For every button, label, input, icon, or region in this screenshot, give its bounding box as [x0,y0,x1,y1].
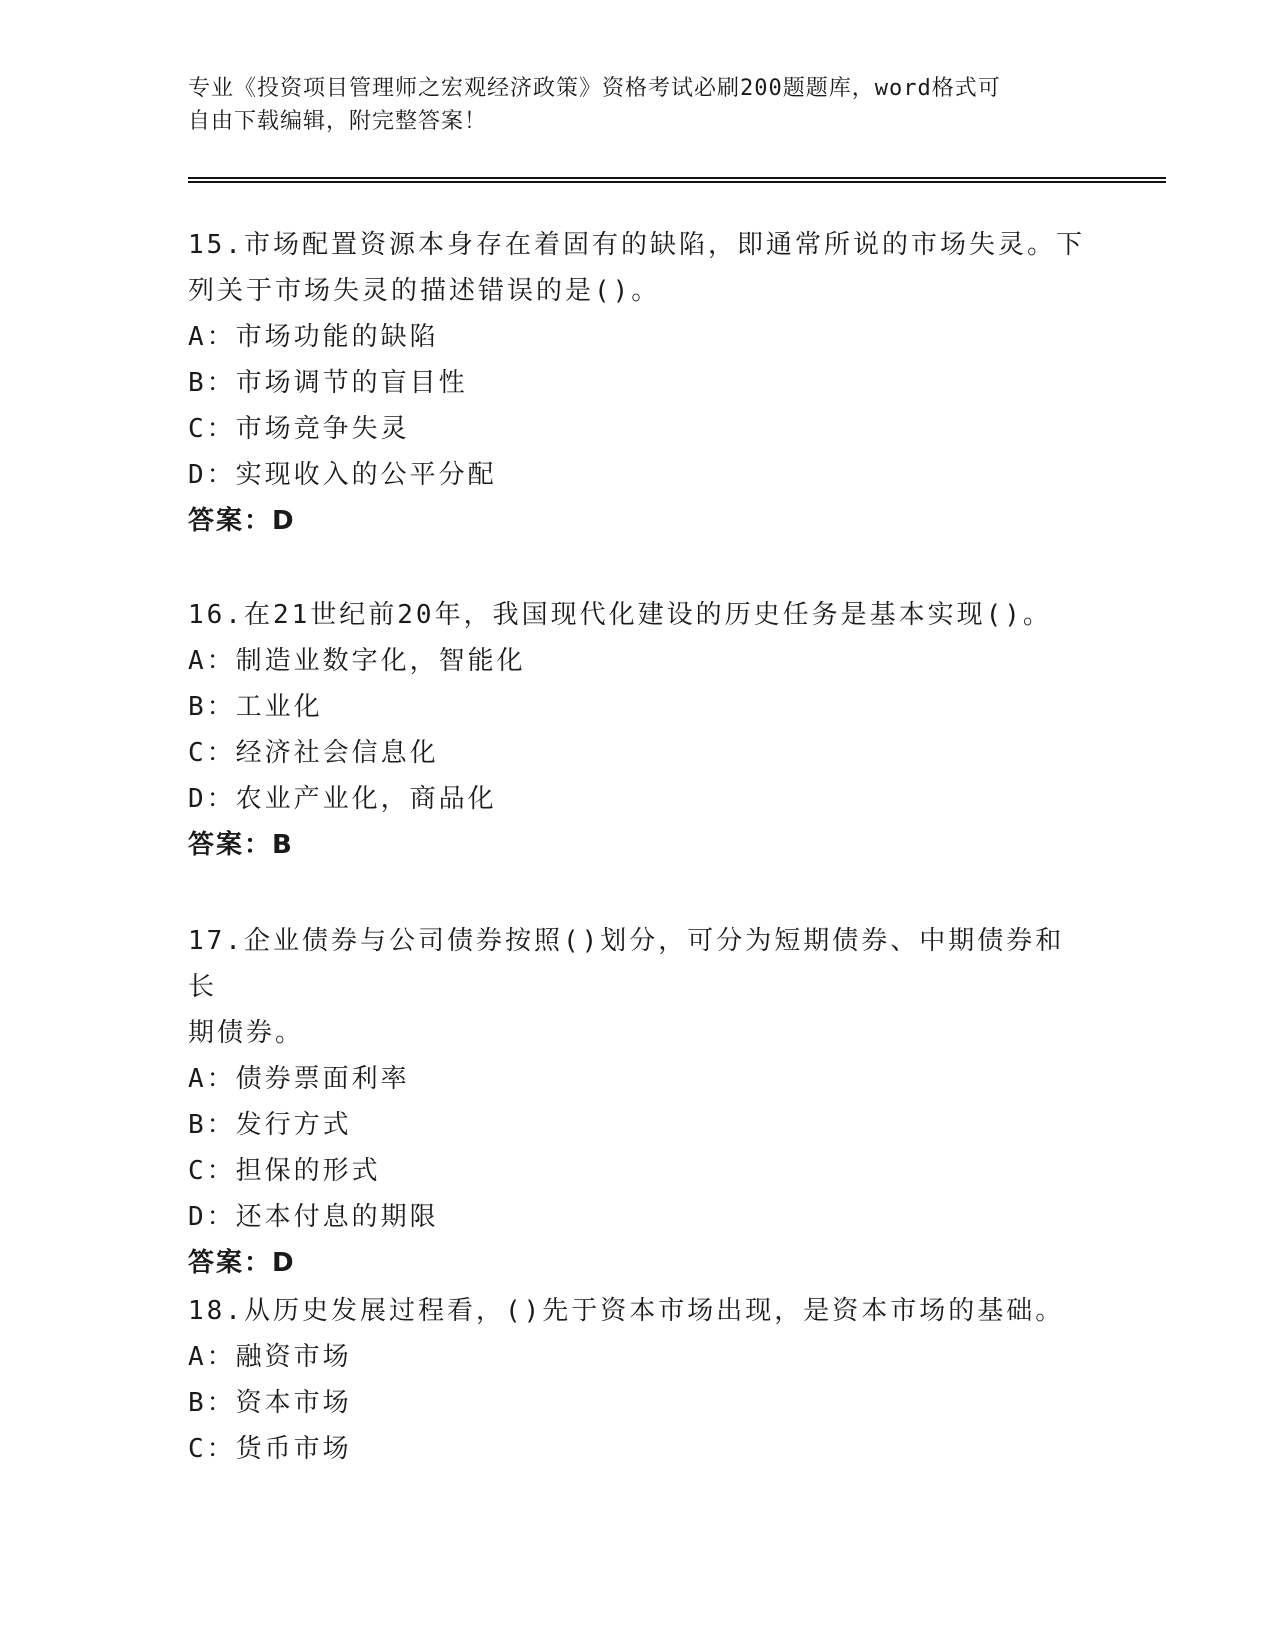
option-b: B：市场调节的盲目性 [188,368,468,398]
option-b: B：工业化 [188,692,323,722]
rule-line-top [188,177,1166,179]
option-d: D：还本付息的期限 [188,1202,439,1232]
option-c: C：担保的形式 [188,1156,381,1186]
question-18 [188,1288,1088,1472]
option-c: C：经济社会信息化 [188,738,439,768]
question-stem-line: 18.从历史发展过程看，()先于资本市场出现，是资本市场的基础。 [188,1296,1065,1326]
answer-line: 答案：D [188,1248,296,1278]
question-stem-line: 期债券。 [188,1018,305,1048]
question-stem-line: 列关于市场失灵的描述错误的是()。 [188,276,661,306]
option-c: C：市场竞争失灵 [188,414,410,444]
question-stem-line: 15.市场配置资源本身存在着固有的缺陷，即通常所说的市场失灵。下 [188,230,1085,260]
answer-line: 答案：B [188,830,294,860]
option-d: D：实现收入的公平分配 [188,460,497,490]
question-stem-line: 16.在21世纪前20年，我国现代化建设的历史任务是基本实现()。 [188,600,1052,630]
header-title-line-1: 专业《投资项目管理师之宏观经济政策》资格考试必刷200题题库，word格式可 [188,76,1001,101]
answer-line: 答案：D [188,506,296,536]
header-title-line-2: 自由下载编辑，附完整答案！ [188,109,488,134]
option-c: C：货币市场 [188,1434,352,1464]
option-d: D：农业产业化，商品化 [188,784,497,814]
option-a: A：融资市场 [188,1342,352,1372]
question-15 [188,222,1088,544]
option-a: A：市场功能的缺陷 [188,322,439,352]
option-b: B：发行方式 [188,1110,352,1140]
option-b: B：资本市场 [188,1388,352,1418]
option-a: A：制造业数字化，智能化 [188,646,526,676]
rule-line-bottom [188,181,1166,183]
question-stem-line: 17.企业债券与公司债券按照()划分，可分为短期债券、中期债券和长 [188,926,1065,1002]
question-16 [188,592,1088,868]
option-a: A：债券票面利率 [188,1064,410,1094]
question-17 [188,918,1088,1286]
document-header [188,72,1068,138]
header-double-rule [188,177,1166,183]
